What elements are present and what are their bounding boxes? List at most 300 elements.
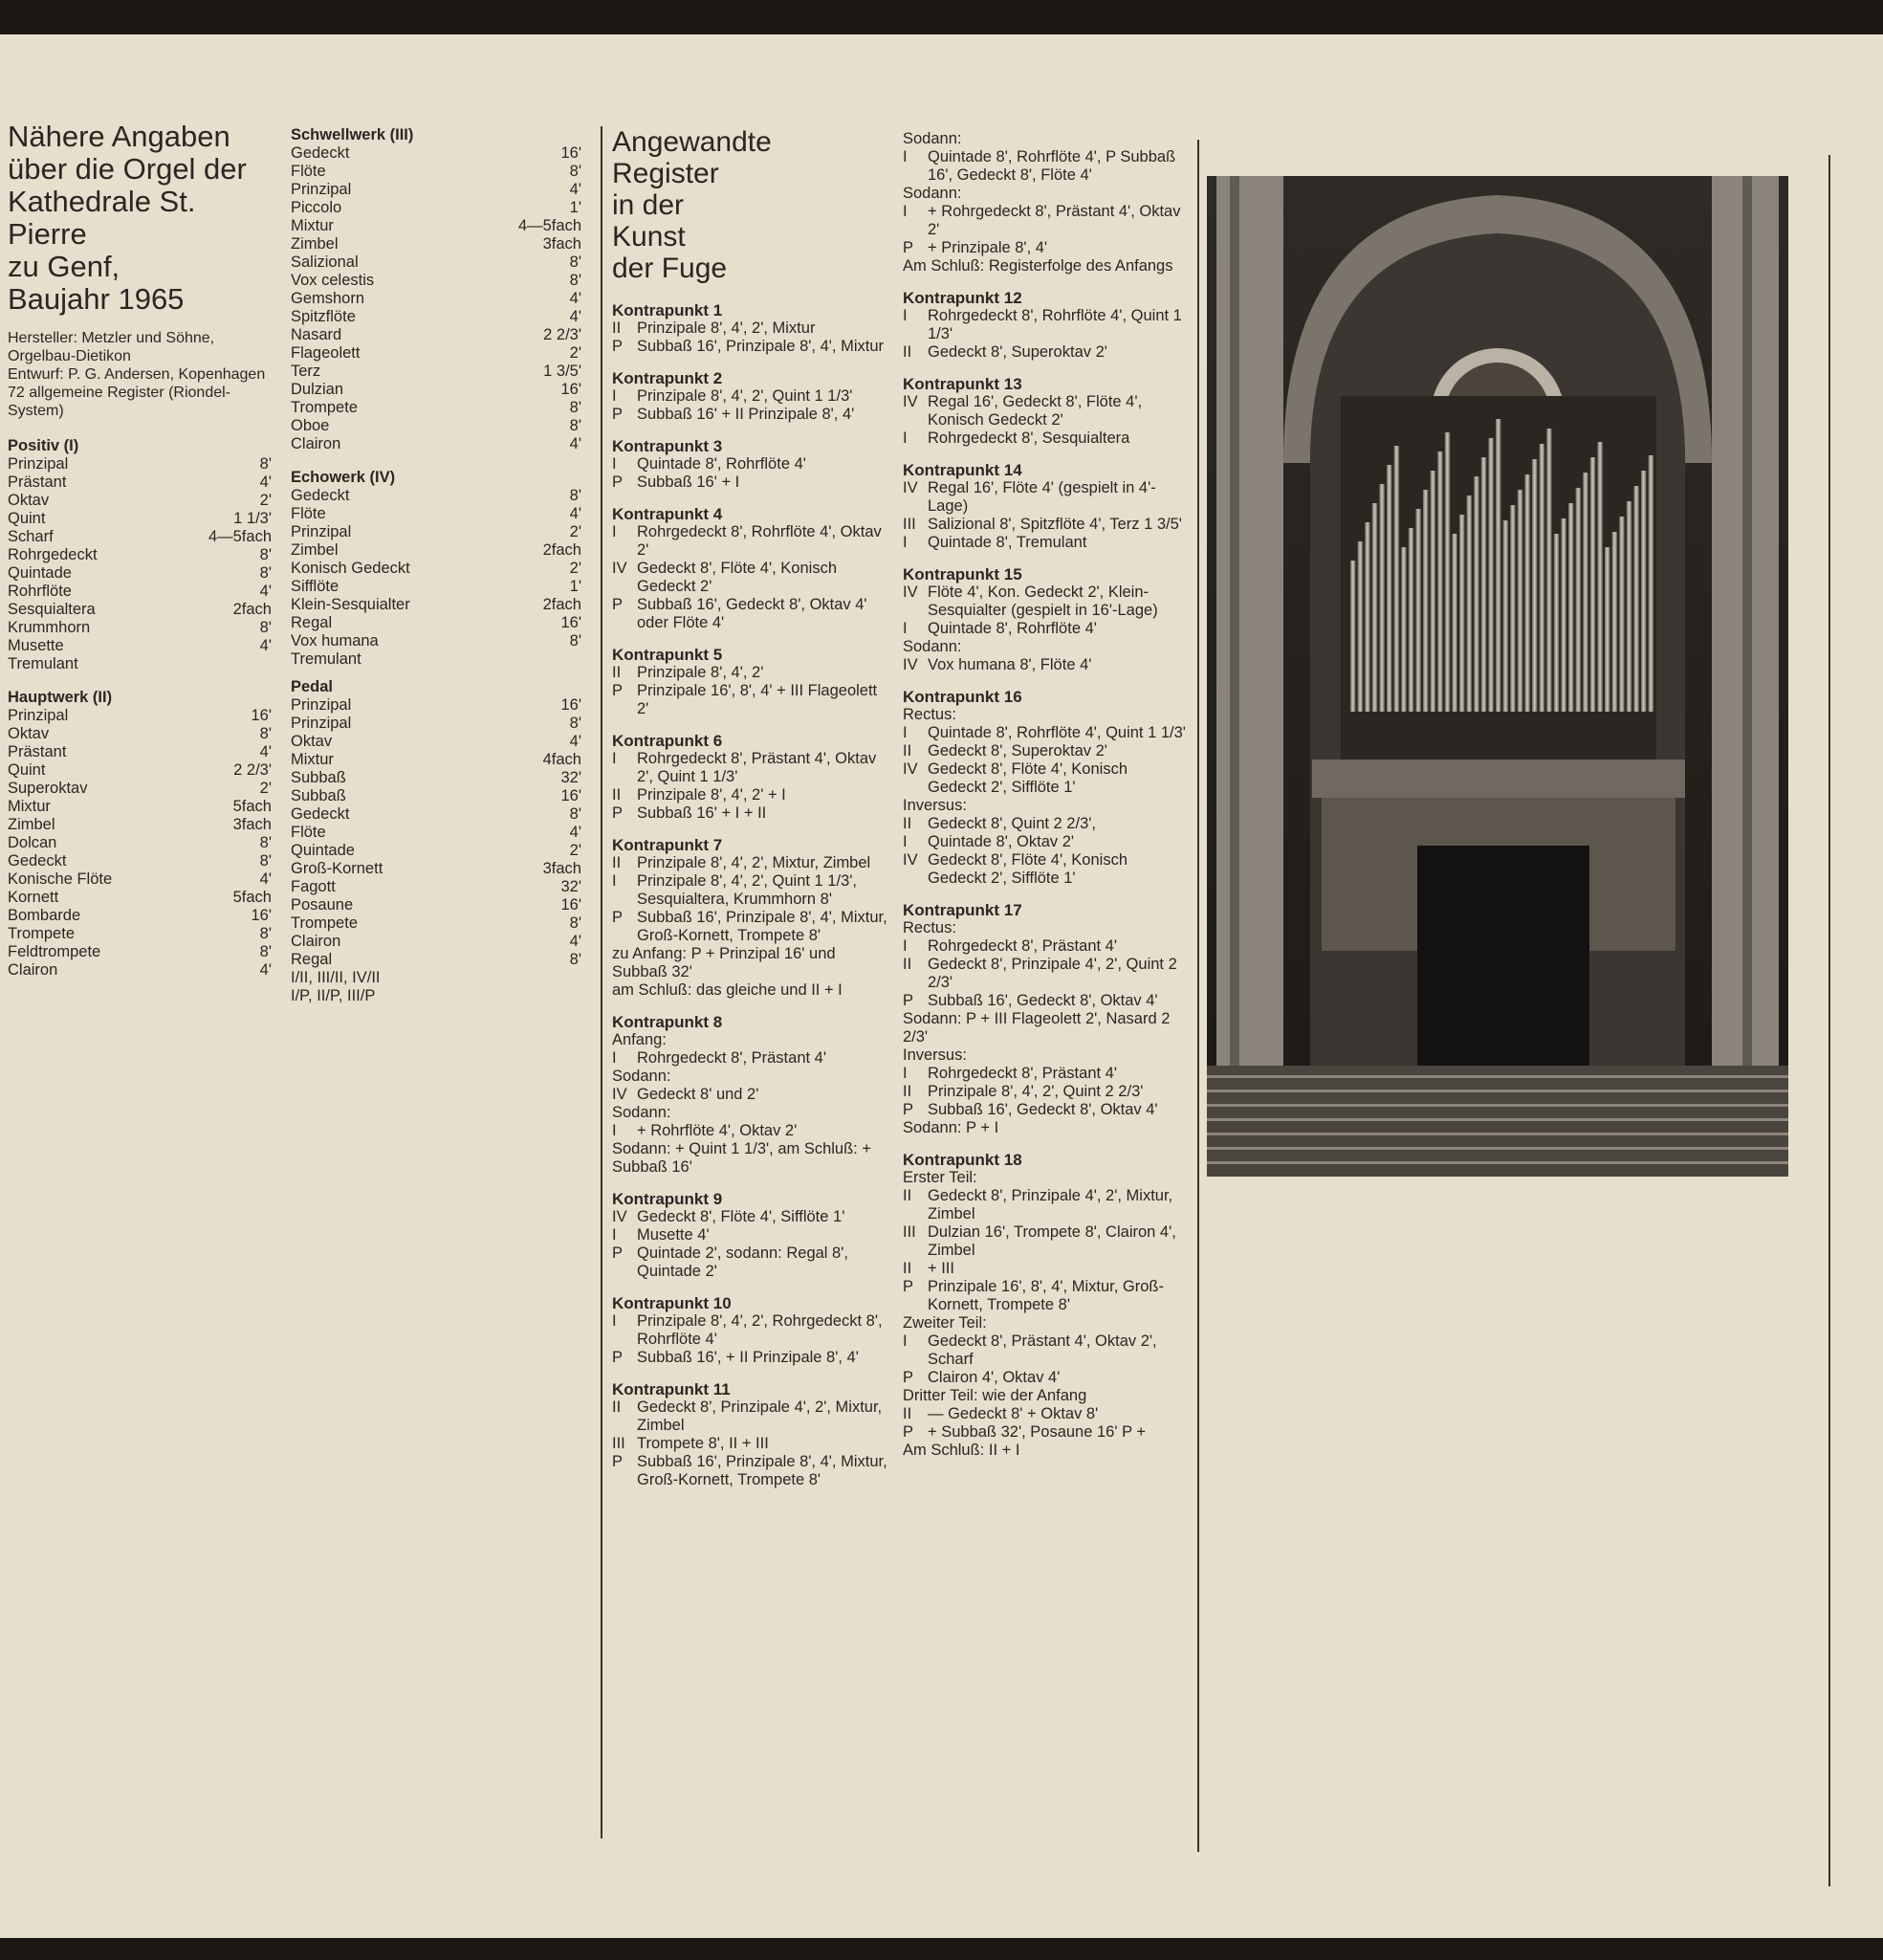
stop-row bbox=[291, 614, 581, 632]
kontrapunkt-title: Kontrapunkt 2 bbox=[612, 369, 723, 387]
stop-name: Prästant bbox=[8, 743, 67, 760]
registration-text: Rectus: bbox=[903, 706, 956, 723]
registration-line bbox=[903, 203, 1190, 239]
stop-row bbox=[291, 290, 581, 308]
registration-line bbox=[903, 1223, 1190, 1260]
stop-footage: 16' bbox=[560, 381, 581, 398]
registration-text: Subbaß 16' + II Prinzipale 8', 4' bbox=[637, 406, 855, 423]
stop-row bbox=[8, 473, 272, 492]
registration-text: Gedeckt 8', Quint 2 2/3', bbox=[928, 815, 1096, 832]
organ-spec-column bbox=[8, 121, 272, 980]
manual-label: I bbox=[612, 1049, 617, 1067]
stop-footage: 4' bbox=[259, 637, 272, 654]
stop-footage: 8' bbox=[569, 951, 581, 968]
organ-pipe bbox=[1437, 451, 1443, 712]
organ-pipe bbox=[1401, 547, 1407, 712]
registration-line bbox=[903, 1278, 1190, 1314]
stop-row bbox=[291, 417, 581, 435]
stop-name: Prinzipal bbox=[291, 696, 352, 714]
manual-label: I bbox=[612, 523, 617, 540]
registration-line bbox=[612, 1086, 889, 1104]
registration-line bbox=[903, 1169, 1190, 1187]
stop-row bbox=[291, 824, 581, 842]
registration-text: Sodann: bbox=[903, 185, 962, 202]
registration-text: Salizional 8', Spitzflöte 4', Terz 1 3/5' bbox=[928, 516, 1182, 533]
stop-footage: 8' bbox=[569, 632, 581, 650]
stop-footage: 8' bbox=[259, 546, 272, 563]
stop-footage: 16' bbox=[251, 707, 272, 724]
registration-text: Am Schluß: Registerfolge des Anfangs bbox=[903, 257, 1173, 275]
pew-row bbox=[1207, 1147, 1788, 1150]
stop-footage: 1 3/5' bbox=[543, 363, 581, 380]
kontrapunkt-title: Kontrapunkt 1 bbox=[612, 301, 723, 319]
stop-footage: 4' bbox=[259, 870, 272, 888]
stop-name: Sesquialtera bbox=[8, 601, 96, 618]
stop-row bbox=[291, 696, 581, 715]
registration-line bbox=[903, 1369, 1190, 1387]
stop-row bbox=[291, 632, 581, 650]
organ-pipe bbox=[1488, 438, 1494, 712]
organ-pipe bbox=[1372, 503, 1378, 712]
stop-name: Spitzflöte bbox=[291, 308, 356, 325]
registration-text: Prinzipale 8', 4', 2', Quint 1 1/3', Sesquialtera, Krummhorn 8' bbox=[637, 872, 857, 908]
stop-footage: 2' bbox=[569, 842, 581, 859]
organ-pipe bbox=[1518, 490, 1523, 712]
fugue-title-line: Kunst bbox=[612, 221, 686, 253]
manual-label: II bbox=[612, 1398, 622, 1416]
manual-label: P bbox=[612, 406, 624, 423]
registration-line bbox=[903, 760, 1190, 797]
manual-label: IV bbox=[903, 393, 918, 410]
stop-name: Vox humana bbox=[291, 632, 379, 650]
stop-footage: 4—5fach bbox=[517, 217, 581, 234]
stop-name: Gedeckt bbox=[291, 144, 350, 162]
manual-label: I bbox=[903, 1065, 908, 1082]
organ-pipe bbox=[1452, 534, 1457, 712]
builder-line: Entwurf: P. G. Andersen, Kopenhagen bbox=[8, 366, 266, 383]
stop-row bbox=[8, 546, 272, 564]
stop-row bbox=[291, 381, 581, 399]
registration-line bbox=[612, 1398, 889, 1435]
kontrapunkt-title: Kontrapunkt 6 bbox=[612, 732, 723, 750]
registration-line bbox=[903, 620, 1190, 638]
stop-name: Zimbel bbox=[291, 235, 339, 253]
couplers bbox=[291, 969, 581, 1005]
organ-pipe bbox=[1379, 484, 1385, 712]
organ-pipe bbox=[1503, 520, 1509, 712]
stop-footage: 5fach bbox=[232, 889, 272, 906]
stop-footage: 1' bbox=[569, 578, 581, 595]
stop-footage: 2fach bbox=[542, 596, 581, 613]
stop-row bbox=[291, 951, 581, 969]
coupler-line: I/P, II/P, III/P bbox=[291, 987, 376, 1004]
builder-info bbox=[8, 329, 272, 420]
registration-line bbox=[903, 307, 1190, 343]
stop-name: Clairon bbox=[291, 435, 341, 452]
stop-name: Tremulant bbox=[8, 655, 78, 672]
stop-name: Mixtur bbox=[291, 217, 334, 234]
registration-text: Regal 16', Flöte 4' (gespielt in 4'-Lage) bbox=[928, 479, 1156, 515]
builder-line: 72 allgemeine Register (Riondel-System) bbox=[8, 385, 231, 419]
stop-name: Scharf bbox=[8, 528, 54, 545]
stop-name: Groß-Kornett bbox=[291, 860, 383, 877]
registration-line bbox=[903, 130, 1190, 148]
manual-label: IV bbox=[903, 584, 918, 601]
fugue-registration-column-2 bbox=[903, 130, 1190, 1473]
stop-footage: 8' bbox=[259, 619, 272, 636]
kontrapunkt-title: Kontrapunkt 13 bbox=[903, 375, 1022, 393]
manual-label: P bbox=[612, 804, 624, 822]
manual-label: P bbox=[903, 239, 914, 256]
stop-row bbox=[8, 725, 272, 743]
stop-name: Dolcan bbox=[8, 834, 57, 851]
registration-text: Erster Teil: bbox=[903, 1169, 977, 1186]
registration-text: am Schluß: das gleiche und II + I bbox=[612, 981, 843, 999]
registration-line bbox=[612, 338, 889, 356]
registration-text: Gedeckt 8', Superoktav 2' bbox=[928, 742, 1107, 760]
manual-label: P bbox=[612, 1244, 624, 1262]
registration-line bbox=[903, 1119, 1190, 1137]
registration-text: Prinzipale 16', 8', 4' + III Flageolett 2' bbox=[637, 682, 878, 717]
stop-name: Prinzipal bbox=[8, 707, 69, 724]
stop-name: Prinzipal bbox=[291, 523, 352, 540]
stop-name: Oktav bbox=[8, 725, 50, 742]
stop-name: Quint bbox=[8, 510, 46, 527]
stop-row bbox=[291, 235, 581, 253]
kontrapunkt-block bbox=[612, 369, 889, 424]
stop-row bbox=[8, 583, 272, 601]
stop-footage: 2fach bbox=[542, 541, 581, 559]
stop-footage: 8' bbox=[569, 417, 581, 434]
stop-row bbox=[291, 326, 581, 344]
manual-label: II bbox=[903, 1083, 912, 1100]
manual-label: P bbox=[903, 1369, 914, 1386]
stop-footage: 3fach bbox=[232, 816, 272, 833]
division-schwellwerk bbox=[291, 126, 581, 453]
manual-label: I bbox=[612, 872, 617, 890]
manual-label: P bbox=[903, 992, 914, 1009]
organ-pipe bbox=[1481, 457, 1487, 712]
stop-footage: 2' bbox=[259, 492, 272, 509]
manual-label: P bbox=[612, 596, 624, 613]
stop-name: Quint bbox=[8, 761, 46, 779]
stop-name: Mixtur bbox=[8, 798, 51, 815]
registration-text: Gedeckt 8', Flöte 4', Konisch Gedeckt 2', Sifflöte 1' bbox=[928, 760, 1128, 796]
registration-line bbox=[612, 981, 889, 1000]
registration-line bbox=[612, 750, 889, 786]
registration-text: Subbaß 16', Prinzipale 8', 4', Mixtur, Groß-Kornett, Trompete 8' bbox=[637, 1453, 887, 1488]
registration-text: Flöte 4', Kon. Gedeckt 2', Klein-Sesquialter (gespielt in 16'-Lage) bbox=[928, 584, 1158, 619]
stop-row bbox=[8, 907, 272, 925]
registration-line bbox=[903, 833, 1190, 851]
division-heading: Pedal bbox=[291, 678, 334, 695]
stop-footage: 16' bbox=[560, 696, 581, 714]
stop-row bbox=[291, 650, 581, 669]
stop-name: Rohrflöte bbox=[8, 583, 72, 600]
stop-footage: 1 1/3' bbox=[233, 510, 272, 527]
manual-label: IV bbox=[612, 1086, 627, 1103]
registration-text: Subbaß 16', Gedeckt 8', Oktav 4' bbox=[928, 1101, 1158, 1118]
stop-row bbox=[8, 637, 272, 655]
registration-text: + Rohrgedeckt 8', Prästant 4', Oktav 2' bbox=[928, 203, 1181, 238]
stop-footage: 8' bbox=[259, 925, 272, 942]
registration-line bbox=[903, 937, 1190, 956]
registration-line bbox=[612, 560, 889, 596]
kontrapunkt-block bbox=[612, 1190, 889, 1281]
pew-row bbox=[1207, 1104, 1788, 1107]
kontrapunkt-block bbox=[612, 437, 889, 492]
stop-footage: 4' bbox=[569, 505, 581, 522]
registration-line bbox=[612, 1435, 889, 1453]
registration-line bbox=[612, 473, 889, 492]
manual-label: IV bbox=[903, 656, 918, 673]
manual-label: I bbox=[903, 203, 908, 220]
title-line: über die Orgel der bbox=[8, 152, 247, 186]
stop-name: Trompete bbox=[8, 925, 75, 942]
stop-name: Mixtur bbox=[291, 751, 334, 768]
registration-text: Gedeckt 8' und 2' bbox=[637, 1086, 759, 1103]
stop-row bbox=[8, 870, 272, 889]
kontrapunkt-block bbox=[612, 836, 889, 1000]
kontrapunkt-title: Kontrapunkt 14 bbox=[903, 461, 1022, 479]
stop-footage: 4' bbox=[259, 583, 272, 600]
stop-footage: 32' bbox=[560, 878, 581, 895]
registration-text: Subbaß 16', Prinzipale 8', 4', Mixtur bbox=[637, 338, 884, 355]
manual-label: I bbox=[903, 429, 908, 447]
stop-row bbox=[291, 805, 581, 824]
registration-line bbox=[612, 854, 889, 872]
stop-row bbox=[291, 505, 581, 523]
registration-line bbox=[612, 682, 889, 718]
manual-label: P bbox=[612, 1453, 624, 1470]
registration-text: Rohrgedeckt 8', Prästant 4' bbox=[928, 937, 1117, 955]
stop-footage: 8' bbox=[569, 914, 581, 932]
registration-line bbox=[903, 851, 1190, 888]
registration-text: Anfang: bbox=[612, 1031, 667, 1048]
registration-text: Quintade 8', Tremulant bbox=[928, 534, 1087, 551]
organ-pipe bbox=[1394, 446, 1400, 712]
registration-text: Gedeckt 8', Flöte 4', Konisch Gedeckt 2', Sifflöte 1' bbox=[928, 851, 1128, 887]
organ-pipe bbox=[1576, 488, 1582, 712]
stop-name: Prinzipal bbox=[291, 181, 352, 198]
stop-row bbox=[291, 363, 581, 381]
stop-footage: 1' bbox=[569, 199, 581, 216]
stop-footage: 16' bbox=[251, 907, 272, 924]
registration-text: Trompete 8', II + III bbox=[637, 1435, 769, 1452]
manual-label: II bbox=[612, 664, 622, 681]
stop-footage: 16' bbox=[560, 144, 581, 162]
organ-pipe bbox=[1590, 457, 1596, 712]
stop-name: Posaune bbox=[291, 896, 354, 914]
registration-text: Rohrgedeckt 8', Sesquialtera bbox=[928, 429, 1130, 447]
organ-pipe bbox=[1649, 455, 1654, 712]
stop-name: Flöte bbox=[291, 163, 326, 180]
registration-text: Gedeckt 8', Prinzipale 4', 2', Mixtur, Zimbel bbox=[928, 1187, 1173, 1222]
registration-text: Regal 16', Gedeckt 8', Flöte 4', Konisch Gedeckt 2' bbox=[928, 393, 1143, 429]
stop-footage: 8' bbox=[569, 399, 581, 416]
kontrapunkt-block bbox=[612, 505, 889, 632]
registration-line bbox=[903, 1083, 1190, 1101]
manual-label: II bbox=[903, 815, 912, 832]
organ-pipe bbox=[1583, 473, 1588, 712]
stop-footage: 2 2/3' bbox=[233, 761, 272, 779]
kontrapunkt-block bbox=[903, 130, 1190, 275]
stop-row bbox=[291, 751, 581, 769]
manual-label: II bbox=[612, 854, 622, 871]
organ-pipe bbox=[1597, 442, 1603, 712]
stop-row bbox=[8, 655, 272, 673]
organ-pipe bbox=[1409, 528, 1414, 712]
registration-line bbox=[612, 1453, 889, 1489]
stop-row bbox=[291, 344, 581, 363]
registration-line bbox=[903, 956, 1190, 992]
stop-name: Vox celestis bbox=[291, 272, 375, 289]
kontrapunkt-title: Kontrapunkt 5 bbox=[612, 646, 723, 664]
stop-footage: 2' bbox=[569, 523, 581, 540]
registration-text: Sodann: bbox=[612, 1068, 671, 1085]
registration-line bbox=[903, 1387, 1190, 1405]
registration-text: Gedeckt 8', Flöte 4', Konisch Gedeckt 2' bbox=[637, 560, 837, 595]
organ-pipe bbox=[1496, 419, 1501, 712]
stop-name: Flageolett bbox=[291, 344, 361, 362]
stop-footage: 2' bbox=[569, 560, 581, 577]
registration-text: Prinzipale 8', 4', 2', Quint 2 2/3' bbox=[928, 1083, 1144, 1100]
organ-pipe bbox=[1510, 505, 1516, 712]
kontrapunkt-title: Kontrapunkt 8 bbox=[612, 1013, 723, 1031]
stop-row bbox=[291, 878, 581, 896]
stop-name: Gedeckt bbox=[291, 805, 350, 823]
stop-footage: 4' bbox=[569, 181, 581, 198]
registration-line bbox=[903, 724, 1190, 742]
registration-text: Sodann: bbox=[903, 638, 962, 655]
kontrapunkt-block bbox=[903, 901, 1190, 1137]
stop-row bbox=[8, 619, 272, 637]
division-heading: Hauptwerk (II) bbox=[8, 689, 113, 706]
manual-label: IV bbox=[612, 1208, 627, 1225]
stop-row bbox=[291, 896, 581, 914]
manual-label: P bbox=[903, 1101, 914, 1118]
manual-label: II bbox=[903, 1260, 912, 1277]
registration-line bbox=[903, 742, 1190, 760]
kontrapunkt-title: Kontrapunkt 9 bbox=[612, 1190, 723, 1208]
registration-line bbox=[903, 919, 1190, 937]
manual-label: II bbox=[903, 956, 912, 973]
registration-line bbox=[903, 1423, 1190, 1442]
organ-pipe bbox=[1568, 503, 1574, 712]
manual-label: II bbox=[903, 1405, 912, 1422]
registration-text: Rohrgedeckt 8', Prästant 4' bbox=[928, 1065, 1117, 1082]
registration-line bbox=[612, 1312, 889, 1349]
registration-line bbox=[903, 1187, 1190, 1223]
title-line: Kathedrale St. Pierre bbox=[8, 185, 196, 251]
stop-footage: 16' bbox=[560, 787, 581, 804]
registration-line bbox=[612, 1068, 889, 1086]
stop-name: Regal bbox=[291, 951, 333, 968]
stop-footage: 8' bbox=[569, 487, 581, 504]
stop-name: Bombarde bbox=[8, 907, 81, 924]
stop-footage: 4—5fach bbox=[208, 528, 272, 545]
page-edge-line bbox=[1828, 155, 1830, 1886]
registration-line bbox=[612, 1049, 889, 1068]
stop-name: Gedeckt bbox=[8, 852, 67, 870]
kontrapunkt-block bbox=[903, 1151, 1190, 1460]
registration-line bbox=[612, 596, 889, 632]
kontrapunkt-block bbox=[903, 565, 1190, 674]
division-heading: Echowerk (IV) bbox=[291, 469, 396, 486]
stop-row bbox=[291, 308, 581, 326]
stop-row bbox=[291, 199, 581, 217]
organ-pipe bbox=[1532, 459, 1538, 712]
fugue-title-line: Register bbox=[612, 158, 719, 189]
manual-label: II bbox=[903, 343, 912, 361]
registration-line bbox=[903, 1065, 1190, 1083]
registration-text: Subbaß 16' + I + II bbox=[637, 804, 767, 822]
manual-label: I bbox=[612, 387, 617, 405]
organ-pipe bbox=[1612, 532, 1618, 712]
kontrapunkt-title: Kontrapunkt 17 bbox=[903, 901, 1022, 919]
manual-label: I bbox=[612, 750, 617, 767]
stop-footage: 8' bbox=[259, 455, 272, 473]
organ-pipe bbox=[1619, 517, 1625, 712]
stop-name: Musette bbox=[8, 637, 64, 654]
registration-line bbox=[612, 1140, 889, 1177]
manual-label: P bbox=[612, 338, 624, 355]
registration-line bbox=[903, 393, 1190, 429]
stop-name: Zimbel bbox=[291, 541, 339, 559]
stop-footage: 32' bbox=[560, 769, 581, 786]
registration-text: + III bbox=[928, 1260, 954, 1277]
stop-footage: 4' bbox=[259, 473, 272, 491]
registration-text: Gedeckt 8', Prinzipale 4', 2', Quint 2 2/3' bbox=[928, 956, 1177, 991]
organ-pipe bbox=[1605, 547, 1610, 712]
registration-line bbox=[903, 239, 1190, 257]
manual-label: III bbox=[612, 1435, 625, 1452]
stop-row bbox=[291, 933, 581, 951]
registration-text: Sodann: bbox=[903, 130, 962, 147]
title-line: zu Genf, bbox=[8, 250, 120, 283]
registration-text: Dritter Teil: wie der Anfang bbox=[903, 1387, 1087, 1404]
registration-line bbox=[612, 872, 889, 909]
stop-row bbox=[291, 181, 581, 199]
stop-row bbox=[8, 798, 272, 816]
kontrapunkt-title: Kontrapunkt 11 bbox=[612, 1380, 731, 1398]
organ-pipe bbox=[1540, 444, 1545, 712]
registration-text: — Gedeckt 8' + Oktav 8' bbox=[928, 1405, 1099, 1422]
stop-row bbox=[8, 961, 272, 980]
pew-row bbox=[1207, 1118, 1788, 1121]
registration-text: Sodann: P + III Flageolett 2', Nasard 2 2/3' bbox=[903, 1010, 1171, 1046]
registration-line bbox=[903, 1405, 1190, 1423]
registration-line bbox=[903, 815, 1190, 833]
manual-label: I bbox=[612, 1312, 617, 1330]
stop-row bbox=[8, 889, 272, 907]
stop-name: Prästant bbox=[8, 473, 67, 491]
stop-row bbox=[291, 253, 581, 272]
stop-row bbox=[8, 601, 272, 619]
registration-text: Quintade 8', Oktav 2' bbox=[928, 833, 1075, 850]
manual-label: IV bbox=[903, 851, 918, 869]
registration-text: Rectus: bbox=[903, 919, 956, 936]
manual-label: III bbox=[903, 516, 916, 533]
kontrapunkt-title: Kontrapunkt 3 bbox=[612, 437, 723, 455]
column-divider bbox=[601, 126, 602, 1839]
manual-label: P bbox=[612, 1349, 624, 1366]
registration-line bbox=[612, 664, 889, 682]
stop-footage: 4' bbox=[569, 308, 581, 325]
registration-text: Dulzian 16', Trompete 8', Clairon 4', Zimbel bbox=[928, 1223, 1176, 1259]
registration-line bbox=[612, 387, 889, 406]
organ-pipe bbox=[1561, 518, 1566, 712]
